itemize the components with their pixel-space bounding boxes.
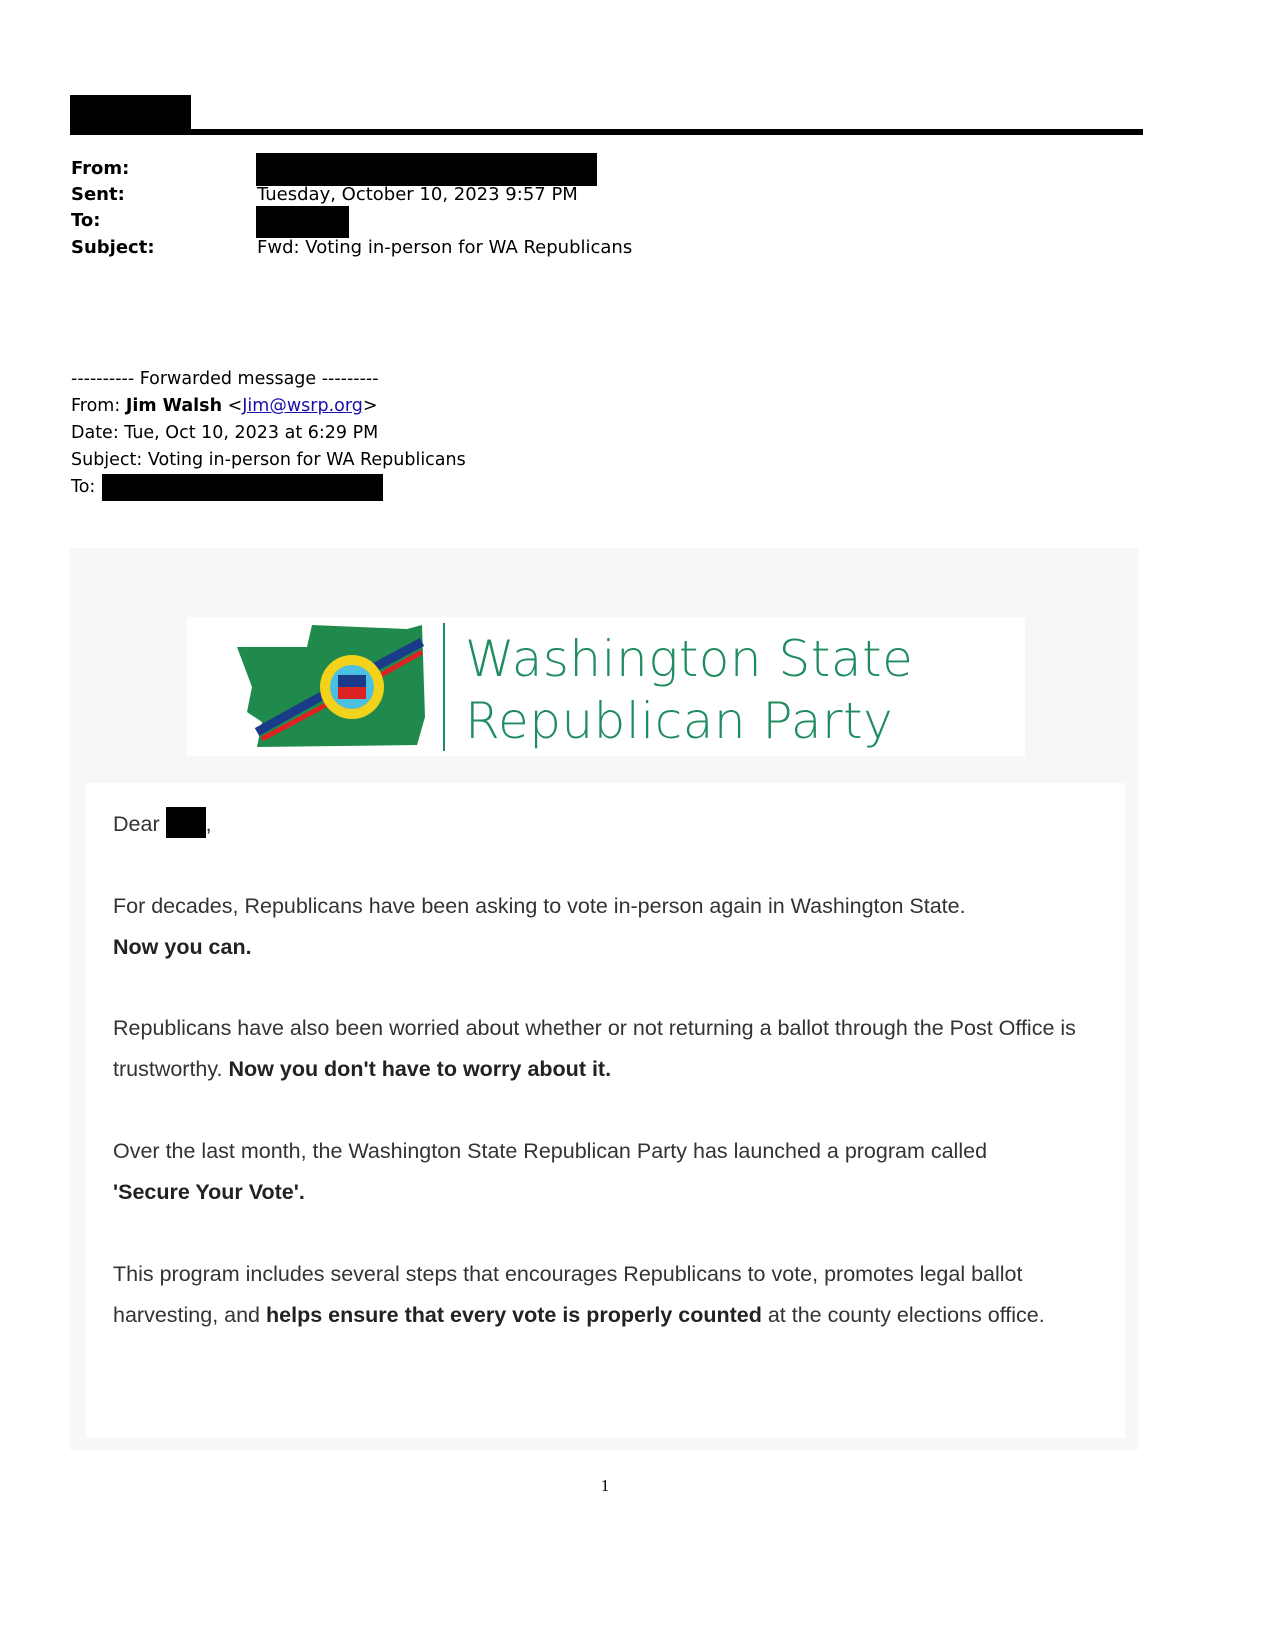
- to-redaction: [256, 206, 349, 238]
- p3-bold: 'Secure Your Vote'.: [113, 1180, 305, 1204]
- forward-to-redaction: [102, 474, 383, 501]
- p2-text: Republicans have also been worried about whether or not returning a ballot through the Post Office is trustworthy.: [113, 1016, 1076, 1081]
- p4-text-b: at the county elections office.: [767, 1303, 1045, 1327]
- redaction-block: [70, 95, 191, 135]
- sender-email-link[interactable]: Jim@wsrp.org: [242, 396, 363, 416]
- logo-line-2: Republican Party: [465, 692, 894, 750]
- paragraph-4: [113, 1254, 1073, 1336]
- from-redaction: [256, 153, 597, 186]
- p3-text: Over the last month, the Washington State Republican Party has launched a program called: [113, 1139, 988, 1163]
- sender-name: Jim Walsh: [125, 396, 223, 416]
- p4-text-a: This program includes several steps that encourages Republicans to vote, promotes legal ballot harvesting, and: [113, 1262, 1023, 1327]
- forward-from: From: Jim Walsh <Jim@wsrp.org>: [71, 396, 378, 416]
- to-label: To:: [71, 210, 101, 231]
- paragraph-3: [113, 1131, 1113, 1213]
- p1-bold: Now you can.: [113, 935, 252, 959]
- message-card: [86, 783, 1125, 1438]
- forward-to-label: To:: [71, 477, 96, 497]
- page-number: 1: [600, 1476, 610, 1495]
- logo-divider: [443, 623, 445, 751]
- header-rule: [190, 129, 1143, 135]
- paragraph-2: [113, 1008, 1113, 1090]
- forward-date: Date: Tue, Oct 10, 2023 at 6:29 PM: [71, 423, 379, 443]
- greeting: Dear ,: [113, 804, 1113, 845]
- logo-wordmark: [465, 628, 913, 752]
- p1-text: For decades, Republicans have been asking to vote in-person again in Washington State.: [113, 894, 966, 918]
- sent-value: Tuesday, October 10, 2023 9:57 PM: [257, 184, 578, 205]
- forward-subject: Subject: Voting in-person for WA Republicans: [71, 450, 466, 470]
- greeting-text: Dear: [113, 812, 160, 836]
- subject-value: Fwd: Voting in-person for WA Republicans: [257, 237, 633, 258]
- subject-label: Subject:: [71, 237, 155, 258]
- paragraph-1: [113, 886, 1113, 968]
- from-label: From:: [71, 158, 130, 179]
- name-redaction: [166, 807, 206, 838]
- forward-divider: ---------- Forwarded message ---------: [71, 369, 379, 389]
- p4-bold: helps ensure that every vote is properly counted: [266, 1303, 762, 1327]
- washington-map-emblem-icon: [217, 617, 477, 756]
- sent-label: Sent:: [71, 184, 125, 205]
- logo-line-1: Washington State: [465, 630, 914, 688]
- p2-bold: Now you don't have to worry about it.: [228, 1057, 612, 1081]
- forward-from-label: From:: [71, 396, 126, 416]
